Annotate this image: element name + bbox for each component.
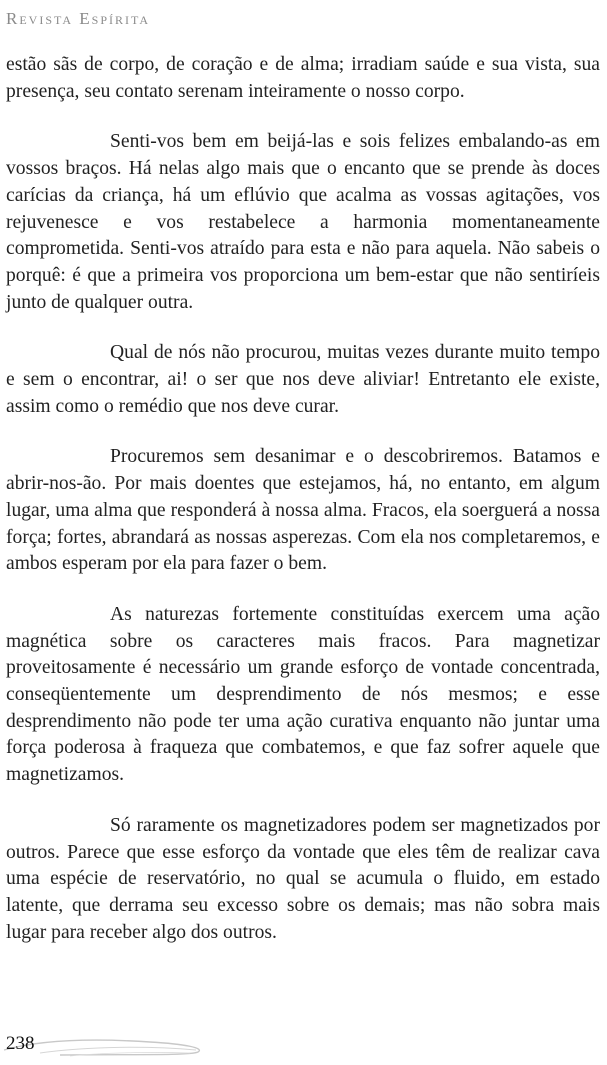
paragraph-4: Procuremos sem desanimar e o descobriremos. Batamos e abrir-nos-ão. Por mais doentes que estejamos, há, no entanto, em algum lugar, uma alma que responderá à nossa alma. Fracos, ela soerguerá a nossa força; fortes, abrandará as nossas asperezas. Com ela nos completaremos, e ambos esperam por ela para fazer o bem. [6, 446, 600, 575]
decorative-swoosh-icon [0, 1026, 240, 1060]
running-header: Revista Espírita [6, 9, 151, 28]
page-number: 238 [6, 1033, 35, 1054]
paragraph-6: Só raramente os magnetizadores podem ser magnetizados por outros. Parece que esse esforço da vontade que eles têm de realizar cava uma espécie de reservatório, no qual se acumula o fluido, em estado latente, que derrama seu excesso sobre os demais; mas não sobra mais lugar para receber algo dos outros. [6, 814, 600, 943]
paragraph-3: Qual de nós não procurou, muitas vezes durante muito tempo e sem o encontrar, ai! o ser que nos deve aliviar! Entretanto ele existe, assim como o remédio que nos deve curar. [6, 342, 600, 417]
page-body [6, 52, 600, 946]
paragraph-1: estão sãs de corpo, de coração e de alma; irradiam saúde e sua vista, sua presença, seu contato serenam inteiramente o nosso corpo. [6, 54, 600, 102]
paragraph-2: Senti-vos bem em beijá-las e sois felizes embalando-as em vossos braços. Há nelas algo mais que o encanto que se prende às doces carícias da criança, há um eflúvio que acalma as vossas agitações, vos rejuvenesce e vos restabelece a harmonia momentaneamente comprometida. Senti-vos atraído para esta e não para aquela. Não sabeis o porquê: é que a primeira vos proporciona um bem-estar que não sentiríeis junto de qualquer outra. [6, 131, 600, 313]
page-footer [0, 1026, 240, 1060]
paragraph-5: As naturezas fortemente constituídas exercem uma ação magnética sobre os caracteres mais fracos. Para magnetizar proveitosamente é necessário um grande esforço de vontade concentrada, conseqüentemente um desprendimento de nós mesmos; e esse desprendimento não pode ter uma ação curativa enquanto não juntar uma força poderosa à fraqueza que combatemos, e que faz sofrer aquele que magnetizamos. [6, 603, 600, 786]
